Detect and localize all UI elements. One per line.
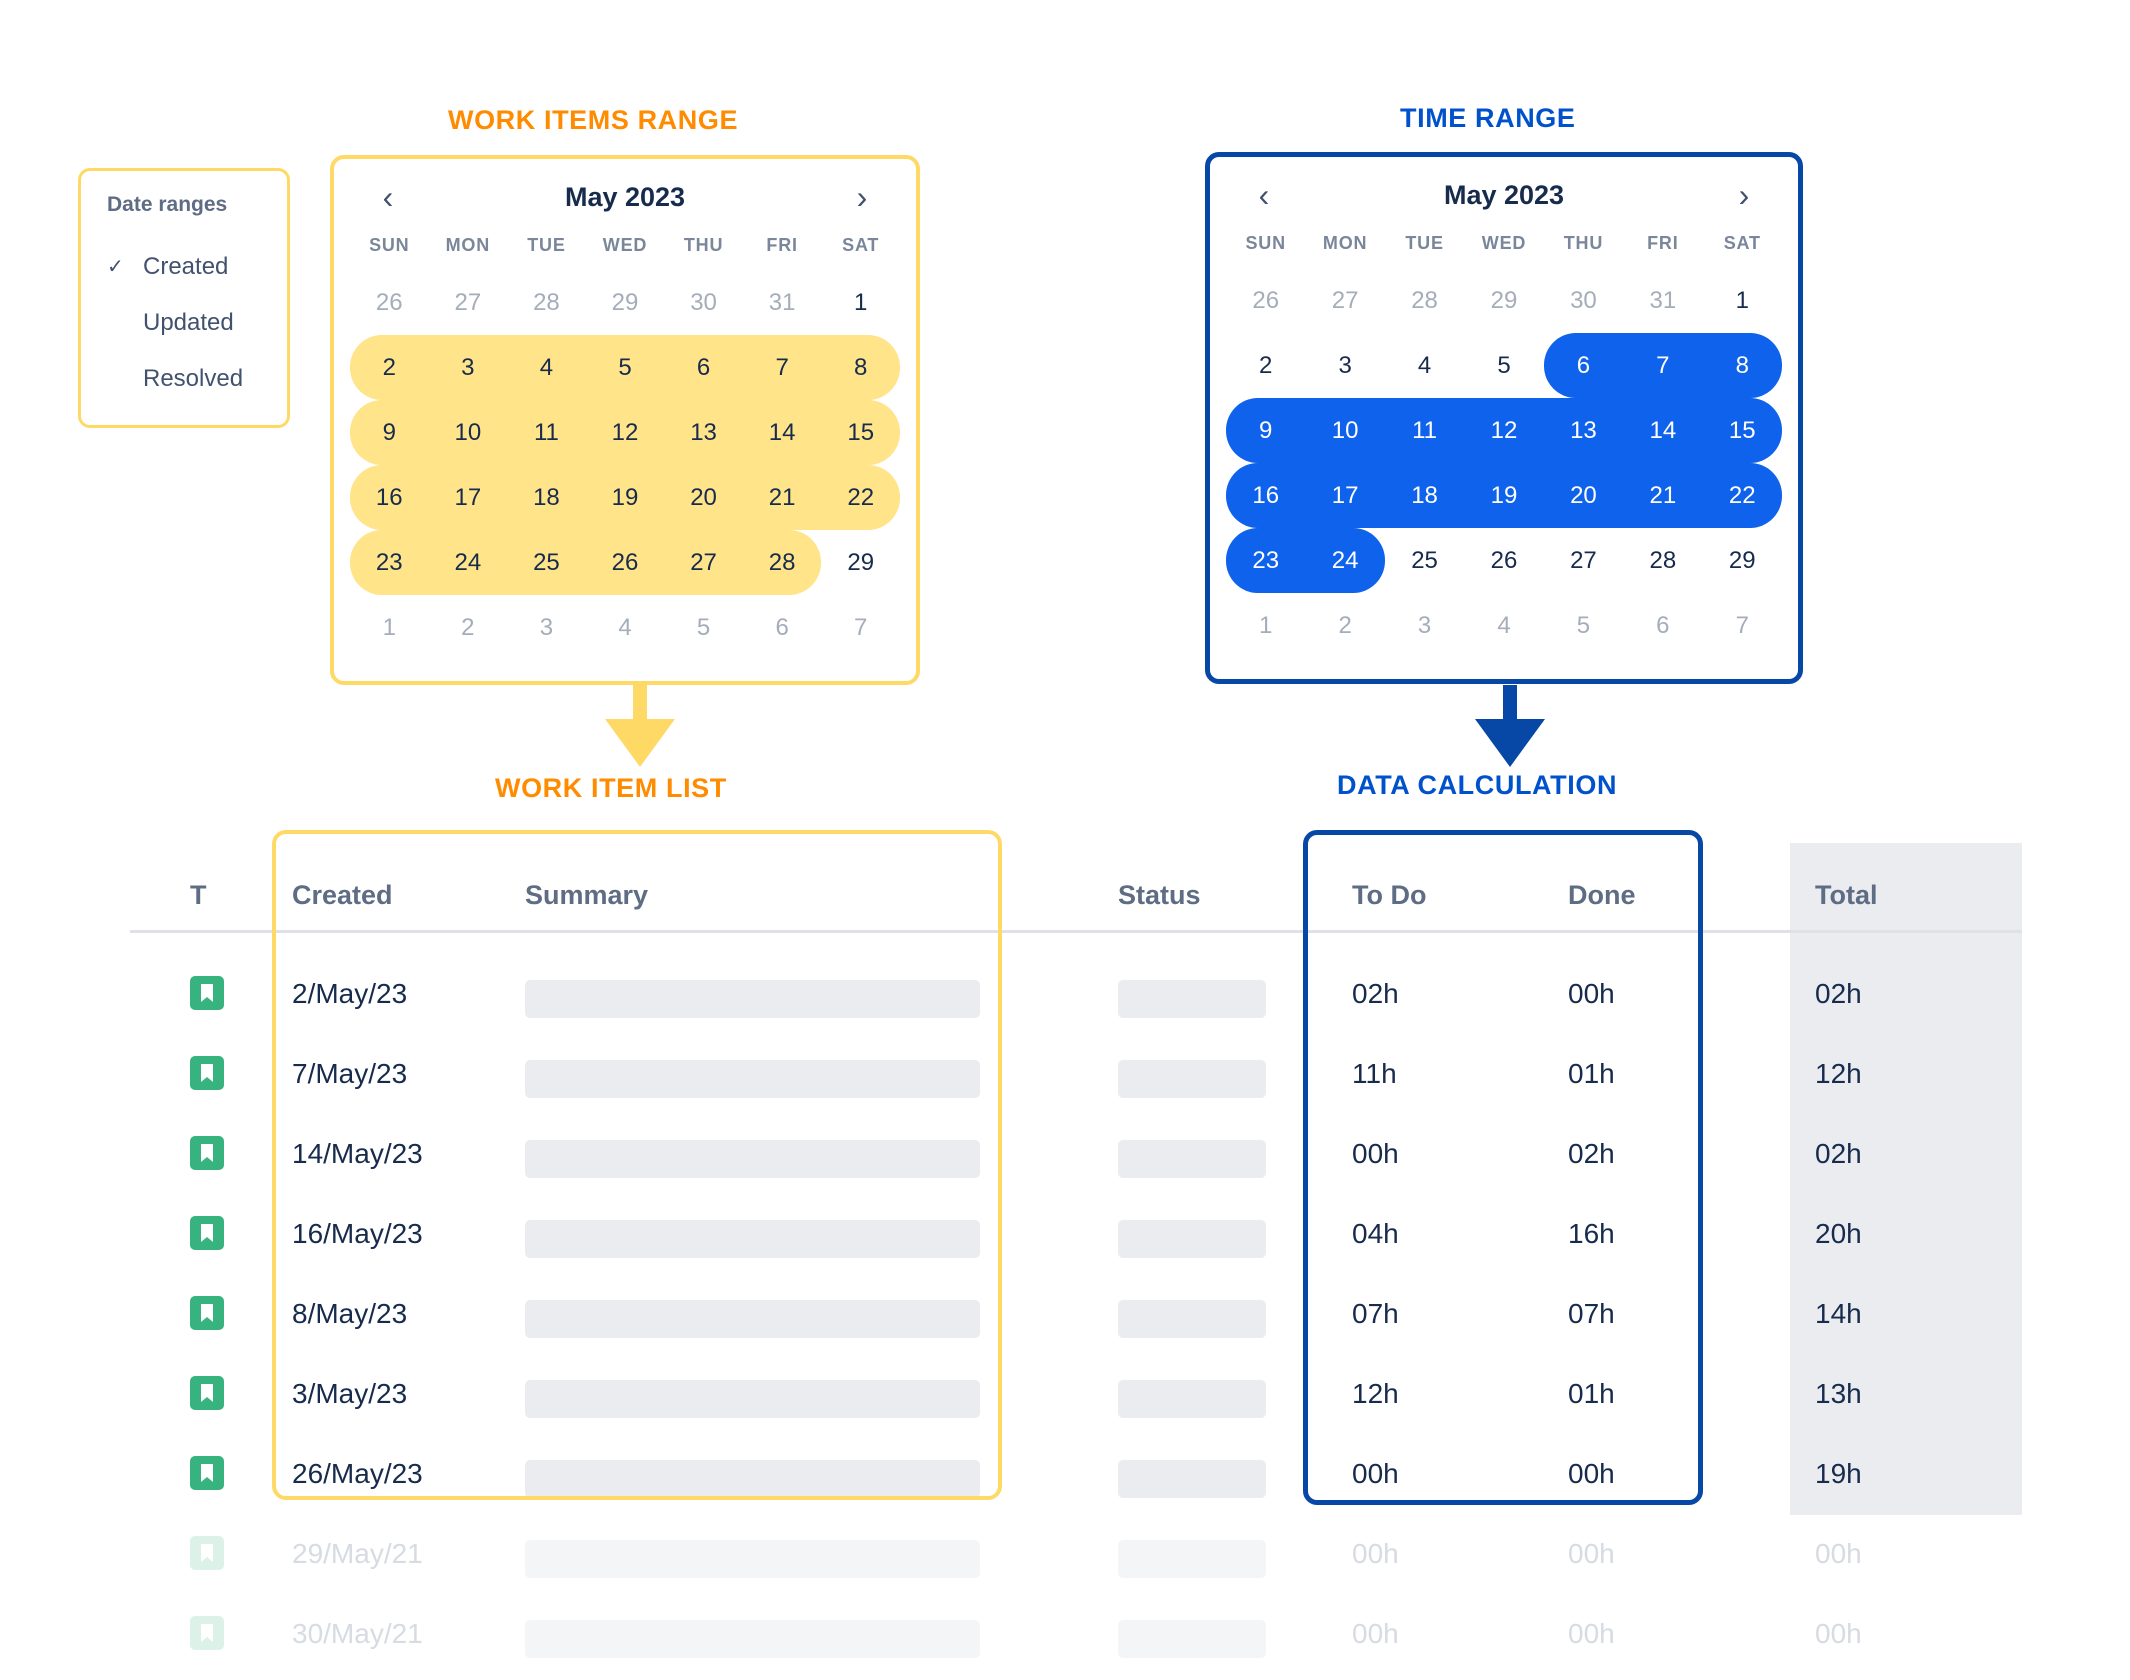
calendar-time-range[interactable] bbox=[1205, 152, 1803, 684]
calendar-month-label: May 2023 bbox=[1443, 179, 1565, 210]
calendar-day[interactable]: 24 bbox=[1305, 528, 1384, 593]
cell-status-placeholder bbox=[1118, 1620, 1266, 1658]
cell-done: 00h bbox=[1568, 1618, 1615, 1649]
calendar-day[interactable]: 1 bbox=[1735, 287, 1749, 314]
calendar-day[interactable]: 29 bbox=[847, 549, 875, 576]
calendar-day[interactable]: 3 bbox=[1417, 612, 1432, 639]
column-header-type[interactable]: T bbox=[190, 880, 207, 910]
calendar-weekday-header: TUE bbox=[527, 235, 566, 255]
calendar-day[interactable]: 13 bbox=[1544, 398, 1623, 463]
calendar-day[interactable]: 24 bbox=[429, 530, 508, 595]
calendar-day[interactable]: 12 bbox=[586, 400, 665, 465]
table-row[interactable] bbox=[0, 1280, 2130, 1360]
cell-summary-placeholder bbox=[525, 1220, 980, 1258]
cell-total: 02h bbox=[1815, 1138, 1862, 1169]
column-header-todo[interactable]: To Do bbox=[1352, 880, 1427, 910]
cell-summary-placeholder bbox=[525, 1380, 980, 1418]
calendar-month-label: May 2023 bbox=[564, 181, 686, 212]
table-row[interactable] bbox=[0, 1520, 2130, 1600]
calendar-weekday-header: SUN bbox=[369, 235, 410, 255]
calendar-day[interactable]: 29 bbox=[1490, 287, 1518, 314]
calendar-day[interactable]: 26 bbox=[586, 530, 665, 595]
calendar-work-items-range[interactable] bbox=[330, 155, 920, 685]
calendar-day[interactable]: 5 bbox=[1497, 352, 1511, 379]
cell-summary-placeholder bbox=[525, 1060, 980, 1098]
calendar-day[interactable]: 10 bbox=[1305, 398, 1384, 463]
cell-done: 01h bbox=[1568, 1058, 1615, 1089]
cell-status-placeholder bbox=[1118, 1540, 1266, 1578]
calendar-day[interactable]: 29 bbox=[611, 289, 639, 316]
calendar-day[interactable]: 23 bbox=[1226, 528, 1305, 593]
calendar-day[interactable]: 5 bbox=[1576, 612, 1591, 639]
calendar-day[interactable]: 5 bbox=[586, 335, 665, 400]
calendar-day[interactable]: 28 bbox=[533, 289, 560, 316]
task-icon bbox=[190, 1456, 224, 1490]
calendar-day[interactable]: 26 bbox=[375, 289, 403, 316]
table-row[interactable] bbox=[0, 1440, 2130, 1520]
cell-total: 20h bbox=[1815, 1218, 1862, 1249]
calendar-grid[interactable] bbox=[334, 219, 916, 660]
cell-done: 16h bbox=[1568, 1218, 1615, 1249]
calendar-day[interactable]: 30 bbox=[690, 289, 717, 316]
cell-status-placeholder bbox=[1118, 1300, 1266, 1338]
calendar-day[interactable]: 27 bbox=[1331, 287, 1359, 314]
work-item-table bbox=[0, 820, 2130, 1649]
calendar-day[interactable]: 29 bbox=[1728, 547, 1756, 574]
calendar-day[interactable]: 11 bbox=[507, 400, 586, 465]
calendar-day[interactable]: 7 bbox=[1735, 612, 1749, 639]
cell-total: 12h bbox=[1815, 1058, 1862, 1089]
calendar-day[interactable]: 16 bbox=[350, 465, 429, 530]
cell-created: 29/May/21 bbox=[292, 1538, 423, 1569]
calendar-day[interactable]: 4 bbox=[1417, 352, 1432, 379]
column-header-status[interactable]: Status bbox=[1118, 880, 1201, 910]
calendar-day[interactable]: 18 bbox=[1385, 463, 1464, 528]
cell-summary-placeholder bbox=[525, 1540, 980, 1578]
next-month-icon[interactable]: › bbox=[856, 179, 868, 215]
calendar-weekday-header: SUN bbox=[1245, 233, 1286, 253]
calendar-day[interactable]: 6 bbox=[1656, 612, 1670, 639]
next-month-icon[interactable]: › bbox=[1738, 177, 1750, 213]
cell-todo: 00h bbox=[1352, 1458, 1399, 1489]
calendar-day[interactable]: 15 bbox=[1703, 398, 1782, 463]
calendar-day[interactable]: 7 bbox=[1623, 333, 1702, 398]
cell-summary-placeholder bbox=[525, 980, 980, 1018]
cell-created: 2/May/23 bbox=[292, 978, 408, 1009]
cell-summary-placeholder bbox=[525, 1300, 980, 1338]
cell-created: 16/May/23 bbox=[292, 1218, 423, 1249]
calendar-day[interactable]: 7 bbox=[854, 614, 868, 641]
calendar-day[interactable]: 4 bbox=[618, 614, 632, 641]
cell-todo: 07h bbox=[1352, 1298, 1399, 1329]
calendar-day[interactable]: 14 bbox=[743, 400, 822, 465]
cell-summary-placeholder bbox=[525, 1620, 980, 1658]
calendar-day[interactable]: 28 bbox=[1649, 547, 1677, 574]
task-icon bbox=[190, 976, 224, 1010]
calendar-day[interactable]: 1 bbox=[382, 614, 396, 641]
cell-created: 14/May/23 bbox=[292, 1138, 423, 1169]
check-icon bbox=[107, 351, 137, 407]
column-header-created[interactable]: Created bbox=[292, 880, 393, 910]
column-header-summary[interactable]: Summary bbox=[525, 880, 649, 910]
cell-status-placeholder bbox=[1118, 1220, 1266, 1258]
calendar-day[interactable]: 17 bbox=[1305, 463, 1384, 528]
calendar-day[interactable]: 19 bbox=[1464, 463, 1543, 528]
calendar-day[interactable]: 6 bbox=[664, 335, 743, 400]
calendar-grid[interactable] bbox=[1210, 217, 1798, 658]
calendar-day[interactable]: 7 bbox=[743, 335, 822, 400]
cell-todo: 02h bbox=[1352, 978, 1399, 1009]
calendar-day[interactable]: 30 bbox=[1570, 287, 1597, 314]
calendar-day[interactable]: 19 bbox=[586, 465, 665, 530]
calendar-day[interactable]: 27 bbox=[664, 530, 743, 595]
calendar-weekday-header: FRI bbox=[766, 235, 798, 255]
date-ranges-list bbox=[107, 239, 287, 407]
cell-total: 14h bbox=[1815, 1298, 1862, 1329]
cell-done: 00h bbox=[1568, 1538, 1615, 1569]
calendar-day[interactable]: 21 bbox=[743, 465, 822, 530]
task-icon bbox=[190, 1136, 224, 1170]
calendar-day[interactable]: 15 bbox=[821, 400, 900, 465]
table-row[interactable] bbox=[0, 1120, 2130, 1200]
calendar-day[interactable]: 27 bbox=[454, 289, 482, 316]
table-row[interactable] bbox=[0, 1360, 2130, 1440]
section-title-work-items-range: WORK ITEMS RANGE bbox=[448, 105, 739, 135]
calendar-day[interactable]: 1 bbox=[1259, 612, 1273, 639]
section-title-data-calculation: DATA CALCULATION bbox=[1337, 770, 1618, 800]
calendar-day[interactable]: 10 bbox=[429, 400, 508, 465]
calendar-weekday-header: WED bbox=[602, 235, 648, 255]
date-range-option-label: Created bbox=[143, 253, 229, 280]
calendar-day[interactable]: 21 bbox=[1623, 463, 1702, 528]
calendar-day[interactable]: 2 bbox=[350, 335, 429, 400]
calendar-day[interactable]: 6 bbox=[775, 614, 789, 641]
cell-created: 8/May/23 bbox=[292, 1298, 408, 1329]
calendar-day[interactable]: 22 bbox=[821, 465, 900, 530]
cell-created: 7/May/23 bbox=[292, 1058, 408, 1089]
calendar-day[interactable]: 4 bbox=[507, 335, 586, 400]
calendar-day[interactable]: 3 bbox=[1338, 352, 1352, 379]
cell-done: 02h bbox=[1568, 1138, 1615, 1169]
cell-todo: 00h bbox=[1352, 1138, 1399, 1169]
calendar-day[interactable]: 1 bbox=[854, 289, 868, 316]
cell-status-placeholder bbox=[1118, 1060, 1266, 1098]
calendar-day[interactable]: 3 bbox=[539, 614, 554, 641]
task-icon bbox=[190, 1296, 224, 1330]
calendar-day[interactable]: 8 bbox=[1703, 333, 1782, 398]
cell-total: 19h bbox=[1815, 1458, 1862, 1489]
calendar-day[interactable]: 16 bbox=[1226, 463, 1305, 528]
calendar-day[interactable]: 3 bbox=[429, 335, 508, 400]
calendar-day[interactable]: 28 bbox=[743, 530, 822, 595]
calendar-day[interactable]: 12 bbox=[1464, 398, 1543, 463]
calendar-header bbox=[334, 159, 916, 219]
calendar-day[interactable]: 27 bbox=[1570, 547, 1597, 574]
calendar-day[interactable]: 17 bbox=[429, 465, 508, 530]
cell-todo: 00h bbox=[1352, 1538, 1399, 1569]
calendar-weekday-header: FRI bbox=[1647, 233, 1679, 253]
calendar-weekday-header: THU bbox=[683, 235, 724, 255]
calendar-day[interactable]: 25 bbox=[507, 530, 586, 595]
calendar-weekday-header: THU bbox=[1563, 233, 1604, 253]
date-range-option-updated[interactable] bbox=[107, 295, 287, 351]
calendar-day[interactable]: 26 bbox=[1490, 547, 1518, 574]
calendar-day[interactable]: 25 bbox=[1411, 547, 1438, 574]
task-icon bbox=[190, 1216, 224, 1250]
cell-created: 26/May/23 bbox=[292, 1458, 423, 1489]
calendar-day[interactable]: 31 bbox=[768, 289, 796, 316]
cell-status-placeholder bbox=[1118, 1140, 1266, 1178]
column-header-done[interactable]: Done bbox=[1568, 880, 1636, 910]
calendar-day[interactable]: 28 bbox=[1411, 287, 1438, 314]
calendar-day[interactable]: 20 bbox=[1544, 463, 1623, 528]
calendar-day[interactable]: 11 bbox=[1385, 398, 1464, 463]
cell-done: 00h bbox=[1568, 1458, 1615, 1489]
task-icon bbox=[190, 1056, 224, 1090]
cell-summary-placeholder bbox=[525, 1140, 980, 1178]
task-icon bbox=[190, 1616, 224, 1650]
date-range-option-label: Updated bbox=[143, 309, 234, 336]
cell-done: 07h bbox=[1568, 1298, 1615, 1329]
arrow-down-yellow-icon bbox=[585, 685, 695, 775]
cell-total: 02h bbox=[1815, 978, 1862, 1009]
prev-month-icon[interactable]: ‹ bbox=[1258, 177, 1270, 213]
table-row[interactable] bbox=[0, 1600, 2130, 1680]
arrow-down-blue-icon bbox=[1455, 685, 1565, 775]
cell-total: 00h bbox=[1815, 1538, 1862, 1569]
calendar-day[interactable]: 4 bbox=[1497, 612, 1511, 639]
calendar-day[interactable]: 22 bbox=[1703, 463, 1782, 528]
date-range-option-label: Resolved bbox=[143, 365, 244, 392]
date-ranges-panel bbox=[78, 168, 290, 428]
cell-total: 13h bbox=[1815, 1378, 1862, 1409]
cell-todo: 00h bbox=[1352, 1618, 1399, 1649]
prev-month-icon[interactable]: ‹ bbox=[382, 179, 394, 215]
calendar-day[interactable]: 8 bbox=[821, 335, 900, 400]
task-icon bbox=[190, 1536, 224, 1570]
calendar-day[interactable]: 20 bbox=[664, 465, 743, 530]
date-ranges-title: Date ranges bbox=[107, 193, 228, 216]
table-row[interactable] bbox=[0, 1200, 2130, 1280]
cell-todo: 12h bbox=[1352, 1378, 1399, 1409]
calendar-day[interactable]: 14 bbox=[1623, 398, 1702, 463]
calendar-day[interactable]: 26 bbox=[1252, 287, 1280, 314]
calendar-day[interactable]: 2 bbox=[1338, 612, 1352, 639]
calendar-day[interactable]: 9 bbox=[350, 400, 429, 465]
column-header-total[interactable]: Total bbox=[1815, 880, 1878, 910]
calendar-weekday-header: TUE bbox=[1405, 233, 1444, 253]
calendar-day[interactable]: 13 bbox=[664, 400, 743, 465]
calendar-day[interactable]: 31 bbox=[1649, 287, 1677, 314]
calendar-day[interactable]: 18 bbox=[507, 465, 586, 530]
cell-status-placeholder bbox=[1118, 1380, 1266, 1418]
calendar-weekday-header: MON bbox=[445, 235, 491, 255]
table-header-divider bbox=[130, 930, 2022, 933]
cell-status-placeholder bbox=[1118, 980, 1266, 1018]
calendar-header bbox=[1210, 157, 1798, 217]
calendar-weekday-header: SAT bbox=[1723, 233, 1761, 253]
calendar-weekday-header: SAT bbox=[842, 235, 880, 255]
section-title-work-item-list: WORK ITEM LIST bbox=[495, 773, 727, 803]
calendar-day[interactable]: 5 bbox=[696, 614, 711, 641]
calendar-day[interactable]: 23 bbox=[350, 530, 429, 595]
table-row[interactable] bbox=[0, 1040, 2130, 1120]
calendar-day[interactable]: 6 bbox=[1544, 333, 1623, 398]
calendar-weekday-header: WED bbox=[1481, 233, 1527, 253]
check-icon: ✓ bbox=[107, 256, 124, 278]
calendar-day[interactable]: 2 bbox=[1259, 352, 1273, 379]
cell-todo: 11h bbox=[1352, 1058, 1397, 1089]
date-range-option-created[interactable] bbox=[107, 239, 287, 295]
calendar-day[interactable]: 9 bbox=[1226, 398, 1305, 463]
cell-status-placeholder bbox=[1118, 1460, 1266, 1498]
task-icon bbox=[190, 1376, 224, 1410]
cell-summary-placeholder bbox=[525, 1460, 980, 1498]
cell-created: 3/May/23 bbox=[292, 1378, 408, 1409]
date-range-option-resolved[interactable] bbox=[107, 351, 287, 407]
table-row[interactable] bbox=[0, 960, 2130, 1040]
cell-created: 30/May/21 bbox=[292, 1618, 423, 1649]
cell-total: 00h bbox=[1815, 1618, 1862, 1649]
cell-todo: 04h bbox=[1352, 1218, 1399, 1249]
cell-done: 01h bbox=[1568, 1378, 1615, 1409]
calendar-day[interactable]: 2 bbox=[461, 614, 475, 641]
calendar-weekday-header: MON bbox=[1322, 233, 1368, 253]
cell-done: 00h bbox=[1568, 978, 1615, 1009]
section-title-time-range: TIME RANGE bbox=[1400, 103, 1576, 133]
check-icon bbox=[107, 295, 137, 351]
